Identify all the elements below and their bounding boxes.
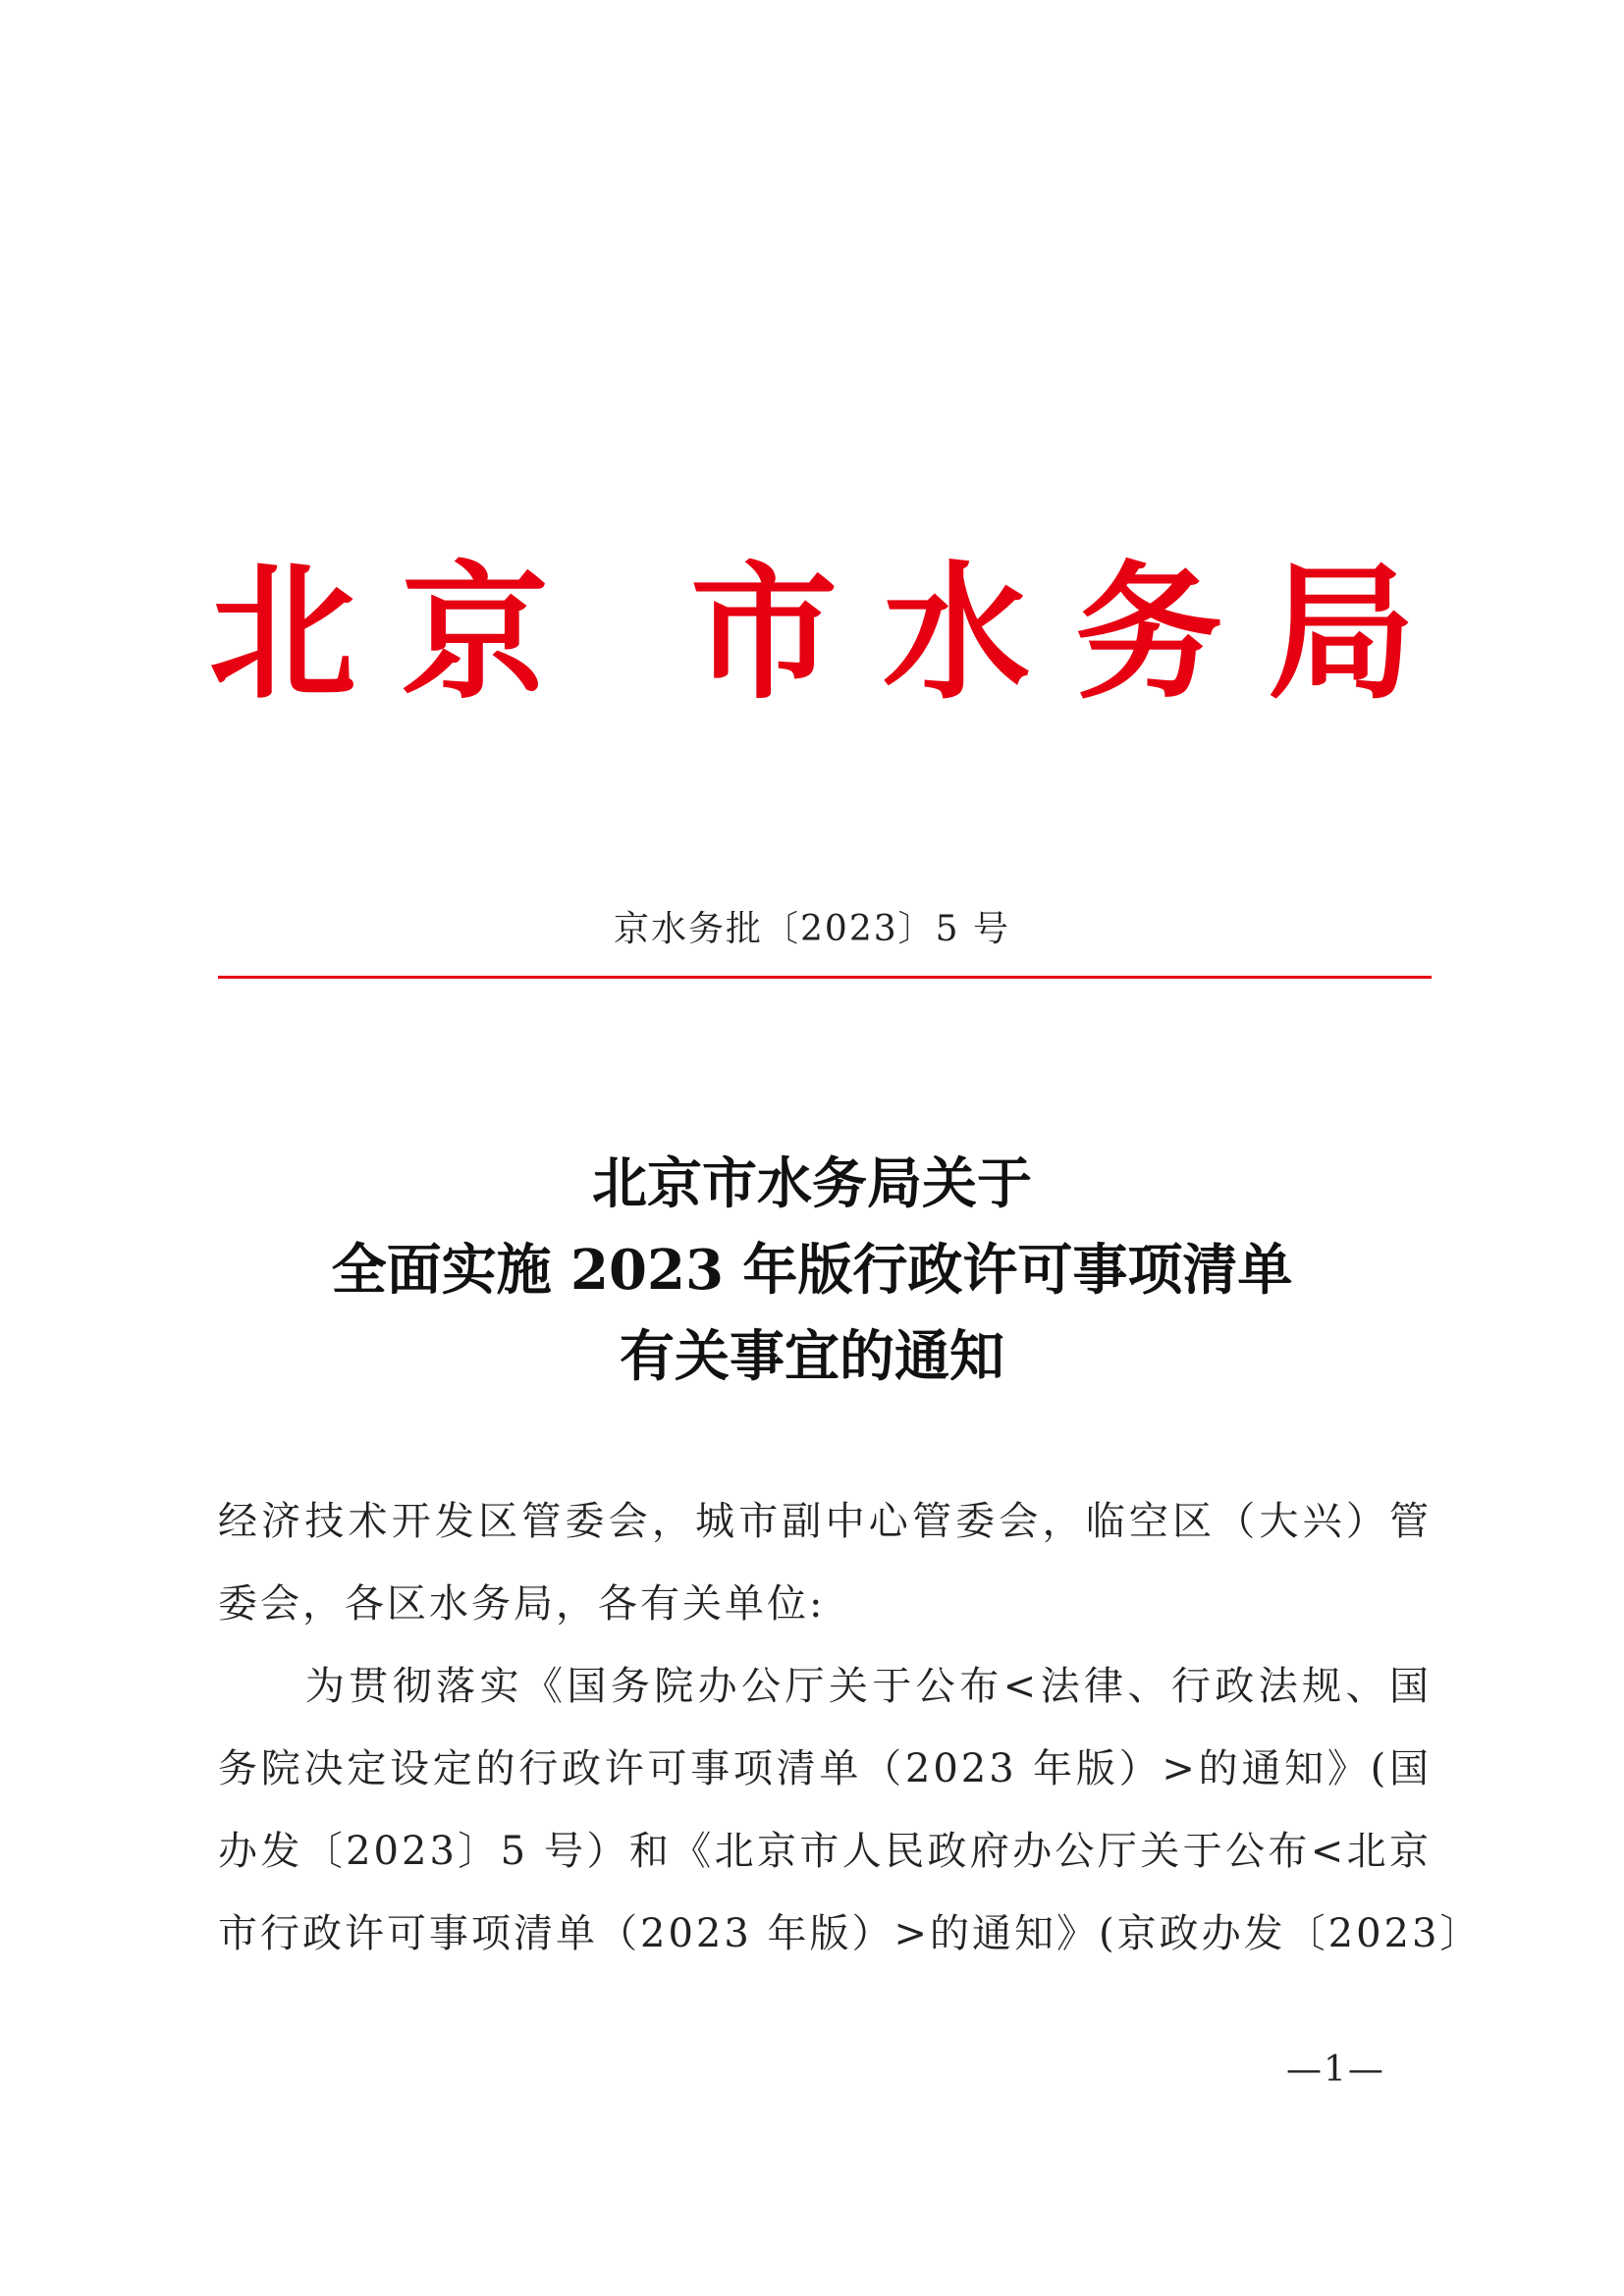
title-line: 北京市水务局关于 — [592, 1151, 1032, 1216]
red-separator-line — [218, 976, 1432, 979]
body-line: 委会，各区水务局，各有关单位: — [218, 1581, 826, 1627]
body-line: 务院决定设定的行政许可事项清单（2023 年版）>的通知》(国 — [218, 1746, 1432, 1791]
document-title — [0, 1141, 1624, 1400]
masthead — [0, 535, 1624, 731]
body-line: 办发〔2023〕5 号）和《北京市人民政府办公厅关于公布<北京 — [218, 1829, 1432, 1874]
document-body — [218, 1480, 1483, 1975]
title-line: 有关事宜的通知 — [620, 1324, 1004, 1389]
document-number: 京水务批〔2023〕5 号 — [614, 909, 1010, 949]
title-line: 全面实施 2023 年版行政许可事项清单 — [331, 1238, 1293, 1303]
body-line: 为贯彻落实《国务院办公厅关于公布<法律、行政法规、国 — [218, 1664, 1432, 1709]
body-line: 经济技术开发区管委会，城市副中心管委会，临空区（大兴）管 — [218, 1499, 1432, 1544]
masthead-title: 北京 市水务局 — [208, 547, 1461, 720]
body-line: 市行政许可事项清单（2023 年版）>的通知》(京政办发〔2023〕 — [218, 1911, 1483, 1956]
page-number: —1— — [1286, 2050, 1385, 2090]
